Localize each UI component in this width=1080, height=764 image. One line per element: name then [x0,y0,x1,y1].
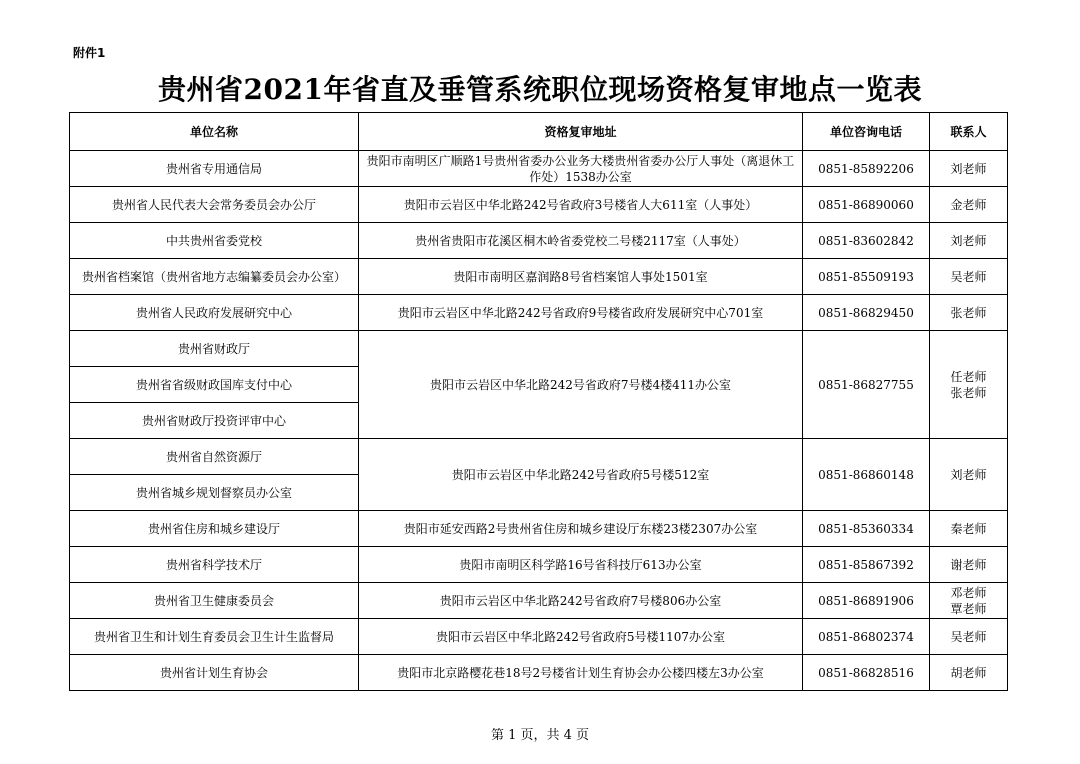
contact-name: 金老师 [950,197,987,212]
address-cell: 贵阳市云岩区中华北路242号省政府9号楼省政府发展研究中心701室 [359,295,803,331]
phone-cell: 0851-83602842 [803,223,930,259]
contact-cell [930,583,1008,619]
contact-name: 张老师 [950,385,987,400]
header-unit-name: 单位名称 [70,113,359,151]
contact-cell [930,187,1008,223]
table-row [70,187,1008,223]
contact-name: 张老师 [950,305,987,320]
contact-name: 邓老师 [950,585,987,600]
unit-name-cell: 中共贵州省委党校 [70,223,359,259]
unit-name-cell: 贵州省财政厅投资评审中心 [70,403,359,439]
phone-cell: 0851-85509193 [803,259,930,295]
address-cell: 贵阳市南明区广顺路1号贵州省委办公业务大楼贵州省委办公厅人事处（离退休工作处）1538办公室 [359,151,803,187]
table-row [70,547,1008,583]
address-cell: 贵州省贵阳市花溪区桐木岭省委党校二号楼2117室（人事处） [359,223,803,259]
unit-name-cell: 贵州省科学技术厅 [70,547,359,583]
contact-name: 秦老师 [950,521,987,536]
phone-cell: 0851-86828516 [803,655,930,691]
unit-name-cell: 贵州省住房和城乡建设厅 [70,511,359,547]
phone-cell: 0851-86860148 [803,439,930,511]
contact-cell [930,511,1008,547]
address-cell: 贵阳市云岩区中华北路242号省政府5号楼512室 [359,439,803,511]
review-location-table [69,112,1008,691]
unit-name-cell: 贵州省计划生育协会 [70,655,359,691]
address-cell: 贵阳市南明区科学路16号省科技厅613办公室 [359,547,803,583]
address-cell: 贵阳市南明区嘉润路8号省档案馆人事处1501室 [359,259,803,295]
contact-name: 吴老师 [950,269,987,284]
address-cell: 贵阳市云岩区中华北路242号省政府7号楼4楼411办公室 [359,331,803,439]
header-review-address: 资格复审地址 [359,113,803,151]
table-row [70,439,1008,475]
table-header-row [70,113,1008,151]
contact-cell [930,439,1008,511]
table-row [70,655,1008,691]
phone-cell: 0851-85892206 [803,151,930,187]
table-row [70,295,1008,331]
table-row [70,151,1008,187]
contact-cell [930,547,1008,583]
phone-cell: 0851-86802374 [803,619,930,655]
contact-name: 胡老师 [950,665,987,680]
phone-cell: 0851-86829450 [803,295,930,331]
table-row [70,223,1008,259]
table-row [70,511,1008,547]
address-cell: 贵阳市延安西路2号贵州省住房和城乡建设厅东楼23楼2307办公室 [359,511,803,547]
unit-name-cell: 贵州省档案馆（贵州省地方志编纂委员会办公室） [70,259,359,295]
contact-name: 刘老师 [950,161,987,176]
unit-name-cell: 贵州省自然资源厅 [70,439,359,475]
phone-cell: 0851-86827755 [803,331,930,439]
phone-cell: 0851-85867392 [803,547,930,583]
contact-name: 覃老师 [950,601,987,616]
unit-name-cell: 贵州省专用通信局 [70,151,359,187]
phone-cell: 0851-85360334 [803,511,930,547]
address-cell: 贵阳市云岩区中华北路242号省政府7号楼806办公室 [359,583,803,619]
phone-cell: 0851-86890060 [803,187,930,223]
contact-cell [930,151,1008,187]
contact-cell [930,223,1008,259]
contact-name: 谢老师 [950,557,987,572]
table-row [70,619,1008,655]
unit-name-cell: 贵州省卫生健康委员会 [70,583,359,619]
address-cell: 贵阳市云岩区中华北路242号省政府3号楼省人大611室（人事处） [359,187,803,223]
page-title: 贵州省2021年省直及垂管系统职位现场资格复审地点一览表 [158,73,922,106]
attachment-label: 附件1 [73,46,106,60]
unit-name-cell: 贵州省财政厅 [70,331,359,367]
table-row [70,259,1008,295]
address-cell: 贵阳市云岩区中华北路242号省政府5号楼1107办公室 [359,619,803,655]
contact-cell [930,655,1008,691]
contact-cell [930,619,1008,655]
unit-name-cell: 贵州省城乡规划督察员办公室 [70,475,359,511]
header-contact: 联系人 [930,113,1008,151]
address-cell: 贵阳市北京路樱花巷18号2号楼省计划生育协会办公楼四楼左3办公室 [359,655,803,691]
header-phone: 单位咨询电话 [803,113,930,151]
contact-name: 吴老师 [950,629,987,644]
unit-name-cell: 贵州省人民代表大会常务委员会办公厅 [70,187,359,223]
contact-name: 刘老师 [950,233,987,248]
page-footer: 第 1 页，共 4 页 [490,728,590,743]
unit-name-cell: 贵州省省级财政国库支付中心 [70,367,359,403]
contact-name: 刘老师 [950,467,987,482]
table-row [70,331,1008,367]
unit-name-cell: 贵州省人民政府发展研究中心 [70,295,359,331]
contact-cell [930,331,1008,439]
unit-name-cell: 贵州省卫生和计划生育委员会卫生计生监督局 [70,619,359,655]
contact-cell [930,295,1008,331]
phone-cell: 0851-86891906 [803,583,930,619]
table-row [70,583,1008,619]
contact-cell [930,259,1008,295]
contact-name: 任老师 [950,369,987,384]
